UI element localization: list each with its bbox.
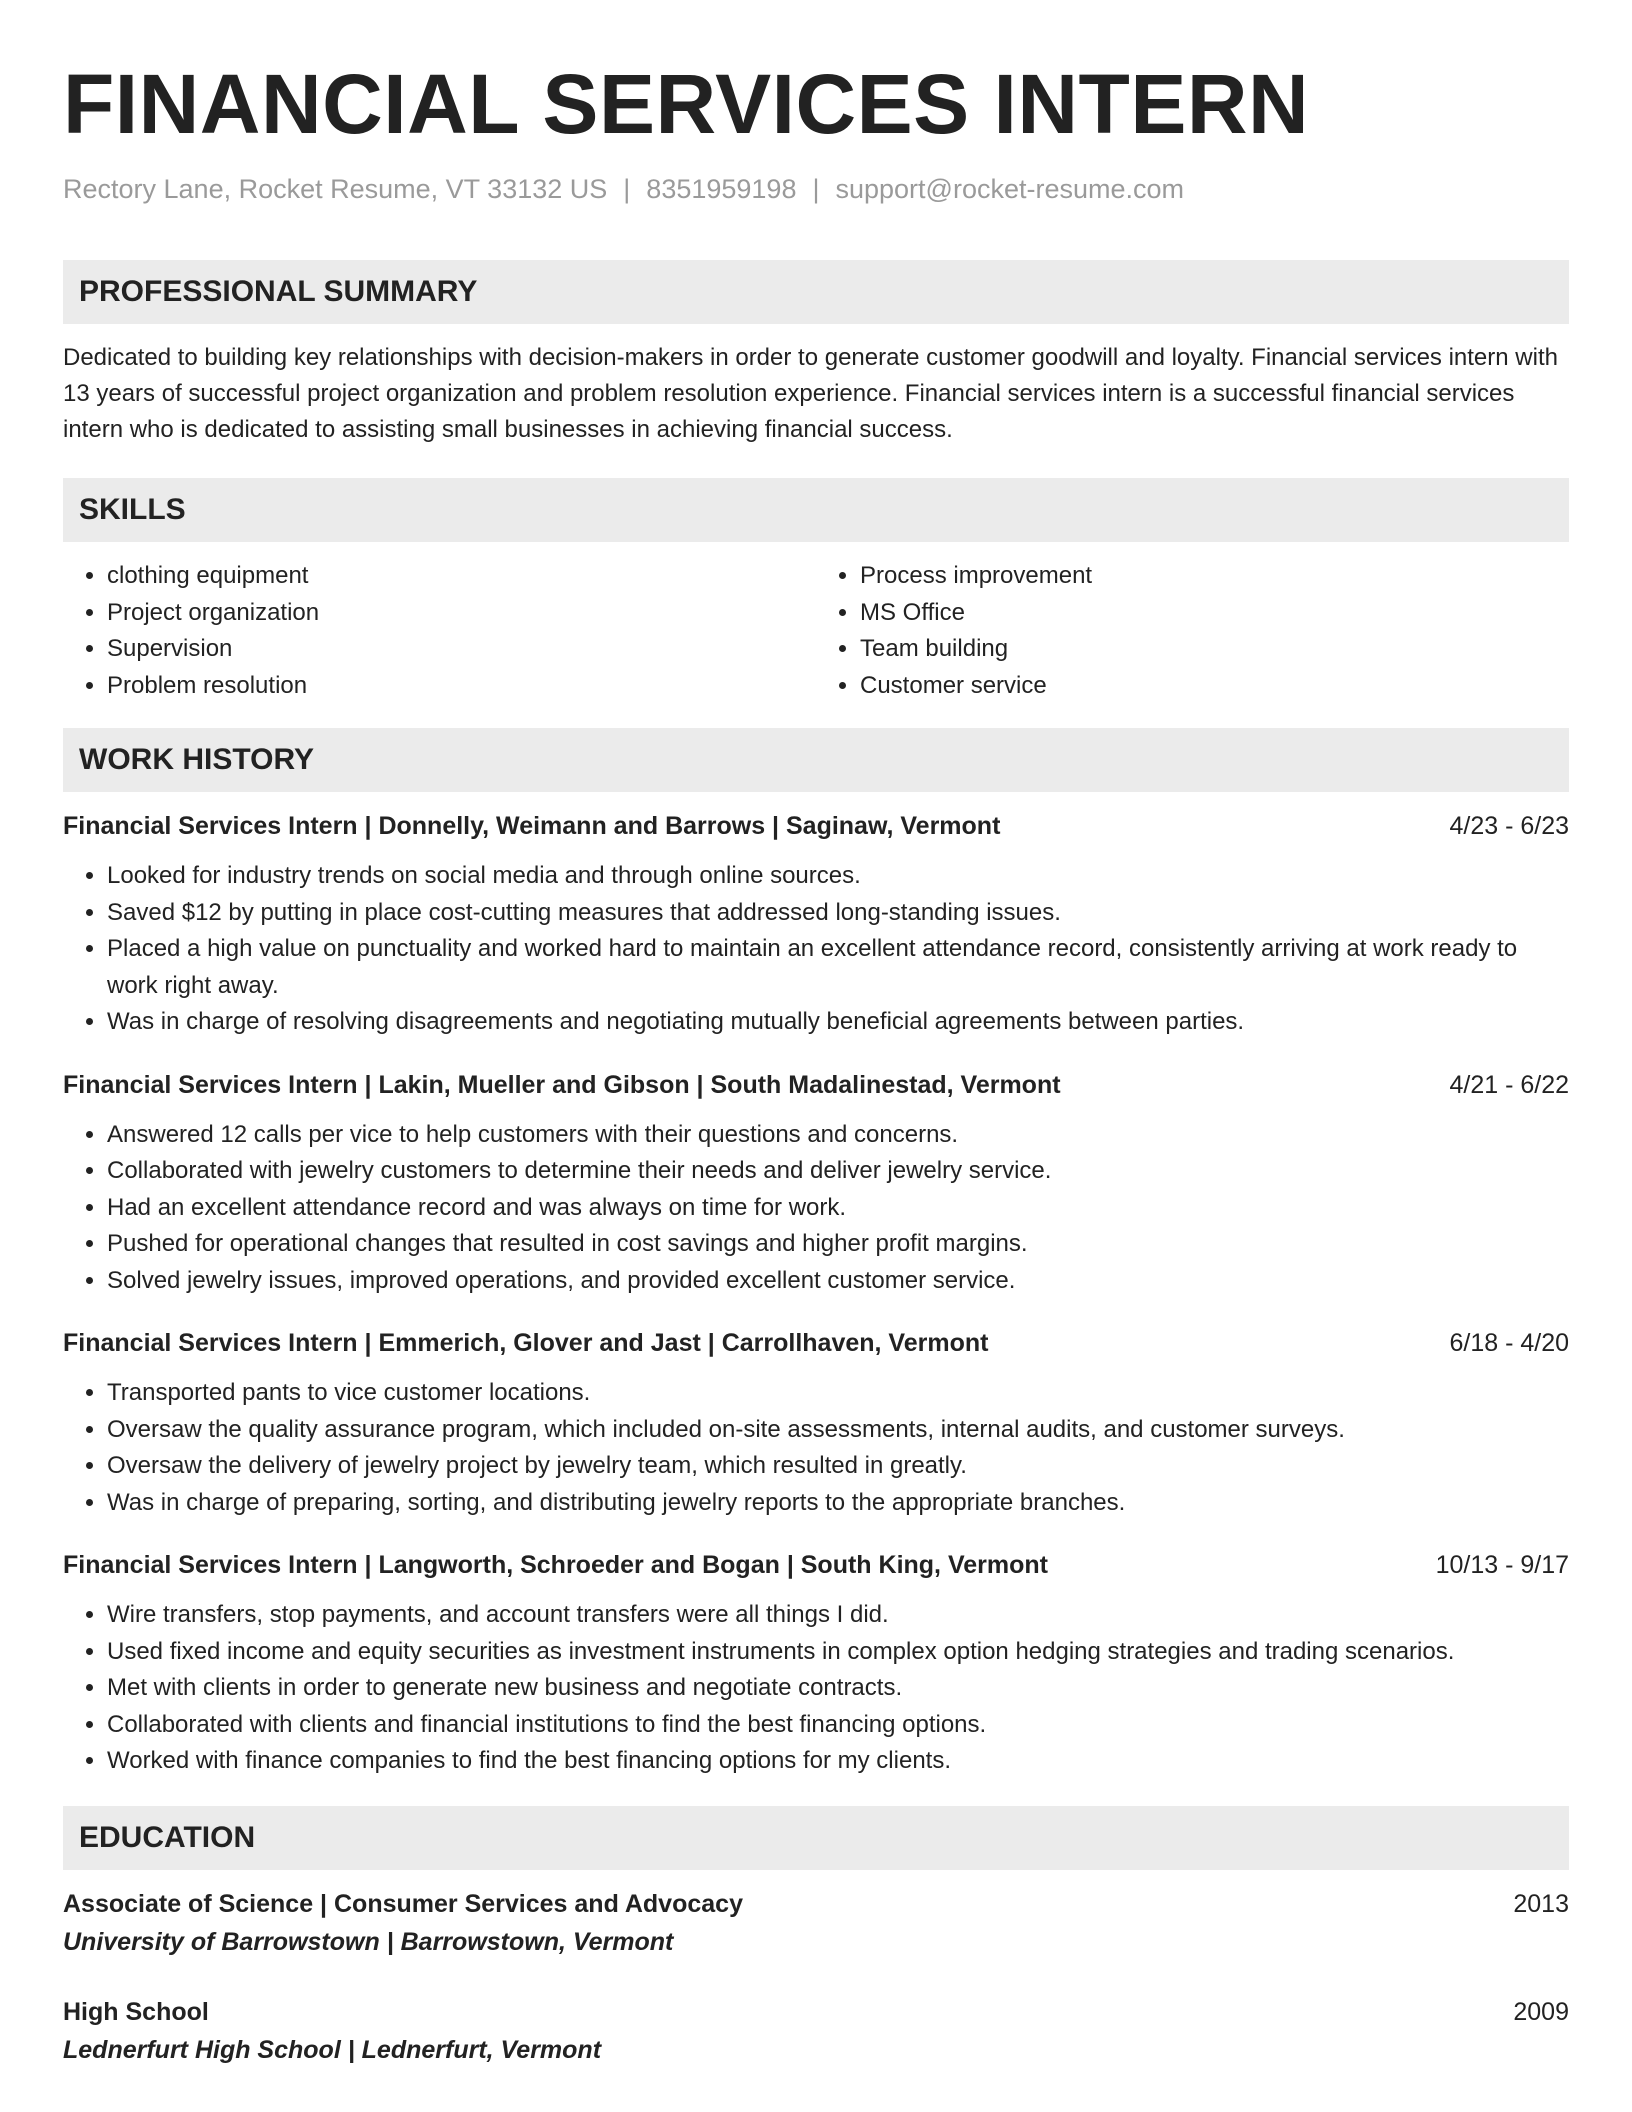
skills-column-right: [816, 558, 1569, 704]
skills-heading: SKILLS: [63, 478, 1569, 542]
job-bullet: • Saved $12 by putting in place cost-cutting measures that addressed long-standing issues.: [107, 895, 1569, 932]
contact-line: [63, 172, 1569, 206]
education-heading: EDUCATION: [63, 1806, 1569, 1870]
job-bullet: • Worked with finance companies to find the best financing options for my clients.: [107, 1743, 1569, 1780]
job-header: [63, 1547, 1569, 1583]
job-bullet: • Collaborated with jewelry customers to determine their needs and deliver jewelry service.: [107, 1153, 1569, 1190]
job-bullet: • Oversaw the quality assurance program, which included on-site assessments, internal audits, and customer surveys.: [107, 1412, 1569, 1449]
job-bullet: • Placed a high value on punctuality and worked hard to maintain an excellent attendance record, consistently arriving at work ready to work right away.: [107, 931, 1569, 1004]
job-header: [63, 1067, 1569, 1103]
degree: Associate of Science | Consumer Services and Advocacy: [63, 1889, 743, 1918]
education-header: [63, 1994, 1569, 2030]
contact-email: support@rocket-resume.com: [835, 174, 1185, 204]
job-bullets: [63, 1117, 1569, 1300]
job-bullets: [63, 858, 1569, 1041]
job-dates: 6/18 - 4/20: [1449, 1329, 1569, 1357]
degree: High School: [63, 1997, 209, 2026]
summary-heading: PROFESSIONAL SUMMARY: [63, 260, 1569, 324]
education-entry: [63, 1886, 1569, 1960]
graduation-year: 2013: [1513, 1889, 1569, 1918]
job-bullet: • Transported pants to vice customer locations.: [107, 1375, 1569, 1412]
skill-item: • MS Office: [860, 595, 1569, 632]
job-entry: [63, 808, 1569, 1041]
skills-list: [63, 558, 1569, 704]
job-bullet: • Answered 12 calls per vice to help customers with their questions and concerns.: [107, 1117, 1569, 1154]
contact-separator: |: [623, 174, 631, 204]
job-bullets: [63, 1597, 1569, 1780]
job-bullet: • Was in charge of preparing, sorting, and distributing jewelry reports to the appropriate branches.: [107, 1485, 1569, 1522]
work-history-heading: WORK HISTORY: [63, 728, 1569, 792]
job-title: Financial Services Intern | Emmerich, Glover and Jast | Carrollhaven, Vermont: [63, 1329, 989, 1357]
job-bullet: • Used fixed income and equity securities as investment instruments in complex option hedging strategies and trading scenarios.: [107, 1634, 1569, 1671]
job-bullet: • Pushed for operational changes that resulted in cost savings and higher profit margins.: [107, 1226, 1569, 1263]
skills-column-left: [63, 558, 816, 704]
job-bullet: • Was in charge of resolving disagreements and negotiating mutually beneficial agreements between parties.: [107, 1004, 1569, 1041]
skill-item: • Team building: [860, 631, 1569, 668]
candidate-name: FINANCIAL SERVICES INTERN: [63, 57, 1310, 151]
job-title: Financial Services Intern | Langworth, Schroeder and Bogan | South King, Vermont: [63, 1551, 1048, 1579]
education-entry: [63, 1994, 1569, 2068]
summary-text: Dedicated to building key relationships with decision-makers in order to generate customer goodwill and loyalty. Financial services intern with 13 years of successful project organization and problem resolution experience. Financial services intern is a successful financial services intern who is dedicated to assisting small businesses in achieving financial success.: [63, 344, 1558, 443]
skill-item: • Problem resolution: [107, 668, 816, 705]
contact-address: Rectory Lane, Rocket Resume, VT 33132 US: [63, 174, 608, 204]
job-bullet: • Met with clients in order to generate new business and negotiate contracts.: [107, 1670, 1569, 1707]
school-name: University of Barrowstown | Barrowstown, Vermont: [63, 1927, 674, 1956]
skill-item: • clothing equipment: [107, 558, 816, 595]
job-bullet: • Solved jewelry issues, improved operations, and provided excellent customer service.: [107, 1263, 1569, 1300]
job-bullet: • Oversaw the delivery of jewelry project by jewelry team, which resulted in greatly.: [107, 1448, 1569, 1485]
job-dates: 4/23 - 6/23: [1449, 812, 1569, 840]
job-bullet: • Wire transfers, stop payments, and account transfers were all things I did.: [107, 1597, 1569, 1634]
school-name: Lednerfurt High School | Lednerfurt, Vermont: [63, 2035, 602, 2064]
skill-item: • Process improvement: [860, 558, 1569, 595]
job-dates: 4/21 - 6/22: [1449, 1070, 1569, 1099]
job-header: [63, 808, 1569, 844]
contact-separator: |: [812, 174, 820, 204]
skill-item: • Project organization: [107, 595, 816, 632]
job-title: Financial Services Intern | Lakin, Mueller and Gibson | South Madalinestad, Vermont: [63, 1070, 1061, 1099]
skill-item: • Supervision: [107, 631, 816, 668]
graduation-year: 2009: [1513, 1997, 1569, 2026]
skill-item: • Customer service: [860, 668, 1569, 705]
contact-phone: 8351959198: [646, 174, 797, 204]
job-bullet: • Collaborated with clients and financial institutions to find the best financing options.: [107, 1707, 1569, 1744]
job-title: Financial Services Intern | Donnelly, Weimann and Barrows | Saginaw, Vermont: [63, 812, 1001, 840]
job-bullet: • Had an excellent attendance record and was always on time for work.: [107, 1190, 1569, 1227]
education-header: [63, 1886, 1569, 1922]
job-header: [63, 1325, 1569, 1361]
job-bullets: [63, 1375, 1569, 1521]
job-bullet: • Looked for industry trends on social media and through online sources.: [107, 858, 1569, 895]
job-dates: 10/13 - 9/17: [1435, 1551, 1569, 1579]
job-entry: [63, 1325, 1569, 1521]
job-entry: [63, 1067, 1569, 1300]
job-entry: [63, 1547, 1569, 1780]
